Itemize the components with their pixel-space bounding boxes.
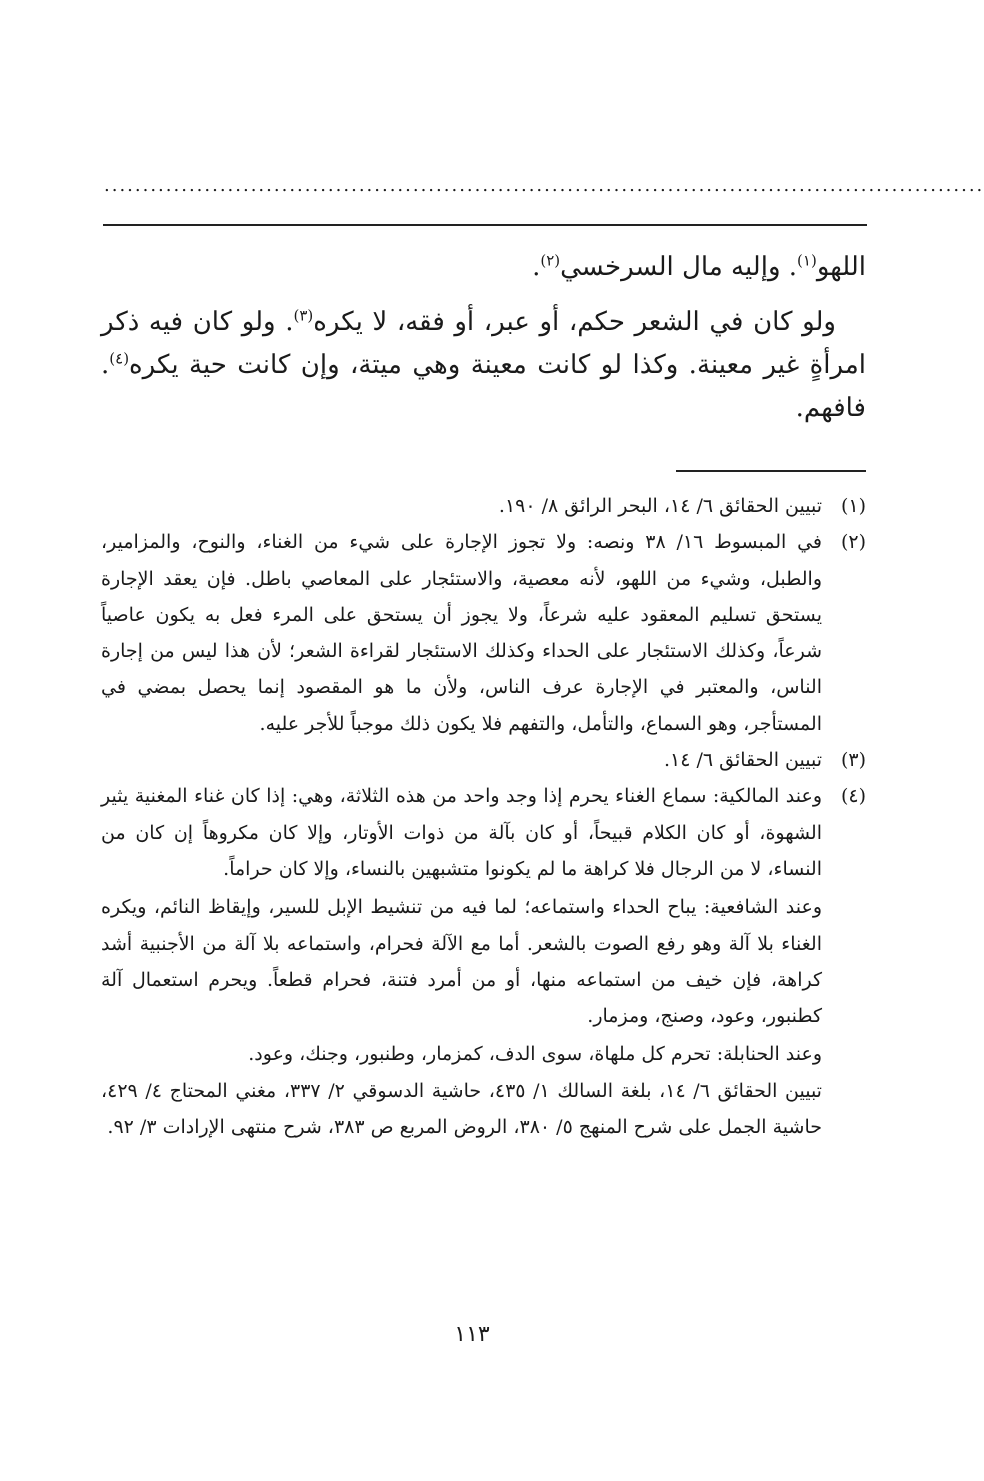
- footnote-text-shafii: وعند الشافعية: يباح الحداء واستماعه؛ لما فيه من تنشيط الإبل للسير، وإيقاظ النائم، ويكره الغناء بلا آلة وهو رفع الصوت بالشعر. أما مع الآلة فحرام، واستماعه بلا آلة من الأجنبية أشد كراهة، فإن خيف من استماعه منها، أو من أمرد فتنة، فحرام قطعاً. ويحرم استعمال آلة كطنبور، وعود، وصنج، ومزمار.: [101, 896, 822, 1028]
- main-paragraph-2-a: ولو كان في الشعر حكم، أو عبر، أو فقه، لا يكره: [313, 307, 836, 337]
- footnote-text-maliki: وعند المالكية: سماع الغناء يحرم إذا وجد واحد من هذه الثلاثة، وهي: إذا كان غناء المغنية يثير الشهوة، أو كان الكلام قبيحاً، أو كان بآلة من ذوات الأوتار، وإلا كان مكروهاً إن كان من النساء، لا من الرجال فلا كراهة ما لم يكونوا متشبهين بالنساء، وإلا كان حراماً.: [101, 785, 822, 880]
- footnote-text-sources: تبيين الحقائق ٦/ ١٤، بلغة السالك ١/ ٤٣٥، حاشية الدسوقي ٢/ ٣٣٧، مغني المحتاج ٤/ ٤٢٩، حاشية الجمل على شرح المنهج ٥/ ٣٨٠، الروض المربع ص ٣٨٣، شرح منتهى الإرادات ٣/ ٩٢.: [101, 1079, 822, 1139]
- main-paragraph-2: [101, 301, 866, 430]
- footnote-body: [101, 488, 822, 524]
- main-line-1-c: .: [532, 252, 541, 282]
- main-line-1: [101, 246, 866, 289]
- footnote-text-hanbali: وعند الحنابلة: تحرم كل ملهاة، سوى الدف، كمزمار، وطنبور، وجنك، وعود.: [248, 1043, 822, 1066]
- footnote-ref-2[interactable]: (٢): [540, 251, 561, 270]
- footnote-body: [101, 742, 822, 778]
- footnote-text: تبيين الحقائق ٦/ ١٤.: [663, 749, 822, 772]
- footnote-ref-1[interactable]: (١): [797, 251, 817, 270]
- main-line-1-b: . وإليه مال السرخسي: [560, 252, 798, 282]
- main-text: [101, 246, 866, 430]
- footnote-number: (٣): [840, 749, 866, 772]
- footnote-1: [101, 488, 866, 524]
- footnote-number: (٤): [840, 785, 866, 808]
- page-number: ١١٣: [454, 1322, 490, 1347]
- main-line-1-a: اللهو: [816, 252, 866, 282]
- main-paragraph-2-c: . فافهم.: [101, 350, 866, 423]
- footnote-rule: [676, 470, 866, 472]
- footnote-body: [101, 778, 822, 1145]
- top-rule: [103, 224, 867, 226]
- footnote-text: في المبسوط ١٦/ ٣٨ ونصه: ولا تجوز الإجارة على شيء من الغناء، والنوح، والمزامير، والطبل، وشيء من اللهو، لأنه معصية، والاستئجار على المعاصي باطل. فإن يعقد الإجارة يستحق تسليم المعقود عليه شرعاً، ولا يجوز أن يستحق على المرء فعل به يكون عاصياً شرعاً، وكذلك الاستئجار على الحداء وكذلك الاستئجار لقراءة الشعر؛ لأن هذا ليس من إجارة الناس، والمعتبر في الإجارة عرف الناس، ولأن ما هو المقصود إنما يحصل بمضي في المستأجر، وهو السماع، والتأمل، والتفهم فلا يكون ذلك موجباً للأجر عليه.: [101, 531, 822, 735]
- footnote-3: [101, 742, 866, 778]
- footnote-4: [101, 778, 866, 1145]
- footnote-ref-3[interactable]: (٣): [293, 306, 314, 325]
- footnote-number: (٢): [840, 531, 866, 554]
- dotted-separator: ..................................................................................................................: [104, 175, 984, 196]
- footnote-ref-4[interactable]: (٤): [109, 349, 130, 368]
- footnote-text: تبيين الحقائق ٦/ ١٤، البحر الرائق ٨/ ١٩٠.: [498, 495, 822, 517]
- main-paragraph-2-b: . ولو كان فيه ذكر امرأةٍ غير معينة. وكذا لو كانت معينة وهي ميتة، وإن كانت حية يكره: [101, 307, 866, 380]
- footnote-body: [101, 524, 822, 742]
- footnote-number: (١): [840, 495, 866, 517]
- footnote-2: [101, 524, 866, 742]
- footnotes: [101, 488, 866, 1145]
